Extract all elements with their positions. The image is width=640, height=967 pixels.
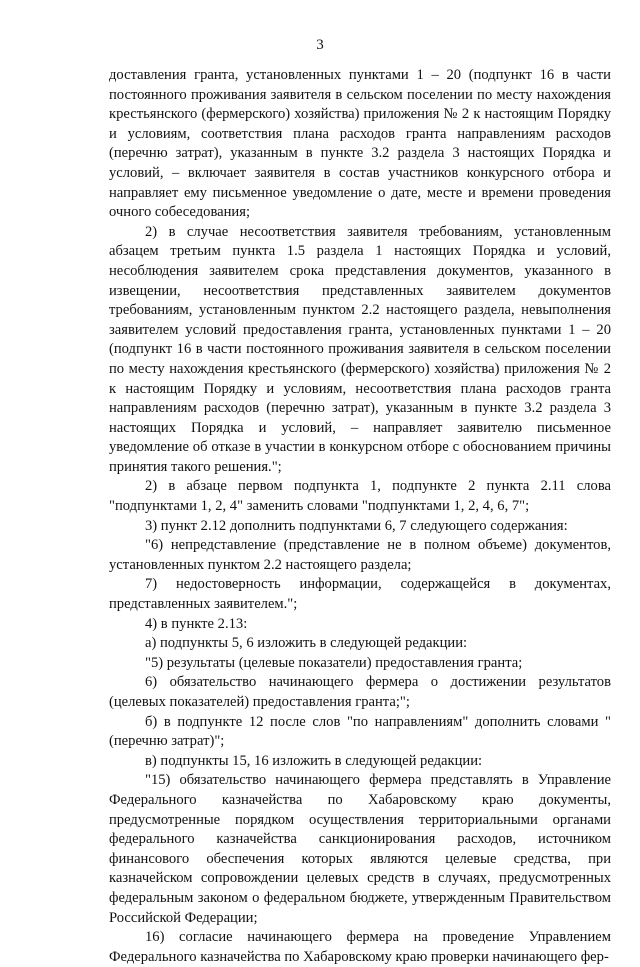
- paragraph: в) подпункты 15, 16 изложить в следующей редакции:: [145, 752, 483, 769]
- paragraph: "6) непредставление (представление не в полном объеме) документов, установленных пунктом 2.2 настоящего раздела;: [109, 537, 611, 573]
- paragraph: 6) обязательство начинающего фермера о достижении результатов (целевых показателей) предоставления гранта;";: [109, 674, 611, 710]
- paragraph: 4) в пункте 2.13:: [145, 615, 248, 632]
- paragraph: а) подпункты 5, 6 изложить в следующей редакции:: [145, 635, 468, 652]
- paragraph: б) в подпункте 12 после слов "по направлениям" дополнить словами "(перечню затрат)";: [109, 713, 611, 750]
- paragraph: 3) пункт 2.12 дополнить подпунктами 6, 7 следующего содержания:: [145, 517, 568, 534]
- document-body: [109, 66, 611, 967]
- paragraph: 16) согласие начинающего фермера на проведение Управлением Федерального казначейства по Хабаровскому краю проверки начинающего фер-: [109, 929, 611, 965]
- paragraph: 7) недостоверность информации, содержащейся в документах, представленных заявителем.";: [109, 576, 611, 613]
- paragraph: 2) в случае несоответствия заявителя требованиям, установленным абзацем третьим пункта 1.5 раздела 1 настоящих Порядка и условий, несоблюдения заявителем срока представления документов, указанного в извещении, несоответствия представленных заявителем документов требованиям, установленным пунктом 2.2 настоящего раздела, невыполнения заявителем условий предоставления гранта, установленных пунктами 1 – 20 (подпункт 16 в части постоянного проживания заявителя в сельском поселении по месту нахождения крестьянского (фермерского) хозяйства) приложения № 2 к настоящим Порядку и условиям, несоответствия плана расходов гранта направлениям расходов (перечню затрат), указанным в пункте 3.2 раздела 3 настоящих Порядка и условий, – направляет заявителю письменное уведомление об отказе в участии в конкурсном отборе с обоснованием причины принятия такого решения.";: [109, 223, 611, 475]
- page-number: 3: [316, 37, 324, 53]
- paragraph: 2) в абзаце первом подпункта 1, подпункте 2 пункта 2.11 слова "подпунктами 1, 2, 4" заменить словами "подпунктами 1, 2, 4, 6, 7";: [109, 478, 611, 515]
- paragraph: "5) результаты (целевые показатели) предоставления гранта;: [145, 654, 523, 671]
- paragraph: "15) обязательство начинающего фермера представлять в Управление Федерального казначейства по Хабаровскому краю документы, предусмотренные порядком осуществления территориальными органами федерального казначейства санкционирования расходов, источником финансового обеспечения которых являются целевые средства, при казначейском сопровождении целевых средств в случаях, предусмотренных федеральным законом о федеральном бюджете, утвержденным Правительством Российской Федерации;: [109, 772, 611, 926]
- paragraph: доставления гранта, установленных пунктами 1 – 20 (подпункт 16 в части постоянного проживания заявителя в сельском поселении по месту нахождения крестьянского (фермерского) хозяйства) приложения № 2 к настоящим Порядку и условиям, соответствия плана расходов гранта направлениям расходов (перечню затрат), указанным в пункте 3.2 раздела 3 настоящих Порядка и условий, – включает заявителя в состав участников конкурсного отбора и направляет ему письменное уведомление о дате, месте и времени проведения очного собеседования;: [109, 67, 611, 221]
